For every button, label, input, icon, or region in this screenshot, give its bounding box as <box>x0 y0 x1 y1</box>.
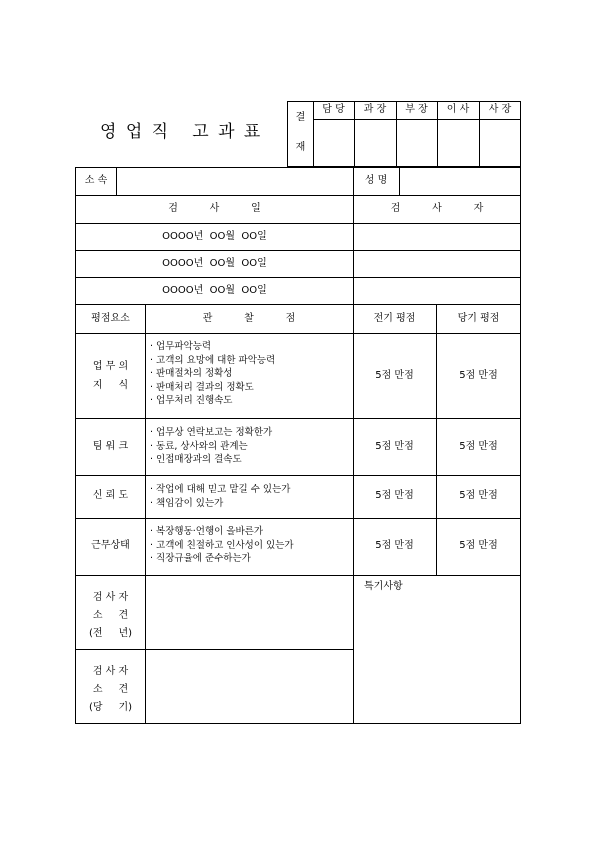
curr-score-cell[interactable]: 5점 만점 <box>459 540 498 551</box>
prev-score-cell[interactable]: 5점 만점 <box>375 490 414 501</box>
prev-opinion-field[interactable] <box>147 577 352 648</box>
eval-header-curr-score: 당기 평점 <box>457 313 500 324</box>
list-item: · 인접매장과의 결속도 <box>150 454 242 465</box>
name-field[interactable] <box>401 169 520 194</box>
eval-points-list <box>150 525 294 566</box>
curr-opinion-field[interactable] <box>147 651 352 723</box>
approval-sign-cell-manager[interactable] <box>355 120 396 166</box>
list-item: · 작업에 대해 믿고 맡길 수 있는가 <box>150 484 291 495</box>
approval-header-president: 사 장 <box>488 104 512 115</box>
curr-opinion-label: 검 사 자 <box>92 666 129 677</box>
prev-score-cell[interactable]: 5점 만점 <box>375 370 414 381</box>
eval-factor: 업 무 의 <box>92 361 129 372</box>
curr-score-cell[interactable]: 5점 만점 <box>459 370 498 381</box>
eval-factor: 근무상태 <box>91 540 130 551</box>
eval-factor: 팀 워 크 <box>92 441 129 452</box>
prev-opinion-label: 검 사 자 <box>92 592 129 603</box>
name-label: 성 명 <box>364 175 388 186</box>
approval-side-label: 재 <box>295 142 306 153</box>
approval-header-executive: 이 사 <box>446 104 470 115</box>
curr-score-cell[interactable]: 5점 만점 <box>459 441 498 452</box>
prev-score-cell[interactable]: 5점 만점 <box>375 540 414 551</box>
page-title: 영 업 직 고 과 표 <box>100 122 263 142</box>
affiliation-label: 소 속 <box>84 175 108 186</box>
eval-factor: 지 식 <box>92 380 129 391</box>
inspection-date-header: 검 사 일 <box>168 203 261 214</box>
approval-sign-cell-director[interactable] <box>397 120 437 166</box>
eval-points-list <box>150 483 290 510</box>
eval-points-list <box>150 426 272 467</box>
inspector-field[interactable] <box>355 279 520 303</box>
list-item: · 책임감이 있는가 <box>150 497 224 509</box>
special-notes-field[interactable] <box>355 596 520 723</box>
list-item: · 판매절차의 정확성 <box>150 368 233 379</box>
special-notes-label: 특기사항 <box>364 581 403 592</box>
eval-factor: 신 뢰 도 <box>92 490 129 501</box>
list-item: · 직장규율에 준수하는가 <box>150 553 251 564</box>
curr-score-cell[interactable]: 5점 만점 <box>459 490 498 501</box>
list-item: · 고객에 친절하고 인사성이 있는가 <box>150 539 294 551</box>
list-item: · 업무파악능력 <box>150 341 212 352</box>
inspection-date: OOOO년 OO월 OO일 <box>162 285 267 296</box>
eval-header-points: 관 찰 점 <box>202 313 296 324</box>
curr-opinion-label: 소 견 <box>92 684 129 695</box>
inspector-header: 검 사 자 <box>390 203 484 214</box>
affiliation-field[interactable] <box>118 169 352 194</box>
eval-points-list <box>150 340 275 408</box>
inspection-date: OOOO년 OO월 OO일 <box>162 231 267 242</box>
list-item: · 고객의 요망에 대한 파악능력 <box>150 354 276 366</box>
list-item: · 업무상 연락보고는 정확한가 <box>150 427 273 438</box>
list-item: · 동료, 상사와의 관계는 <box>150 440 248 452</box>
approval-sign-cell-staff[interactable] <box>314 120 354 166</box>
approval-sign-cell-executive[interactable] <box>438 120 479 166</box>
eval-header-factor: 평점요소 <box>91 313 130 324</box>
curr-opinion-label: (당 기) <box>88 702 133 713</box>
inspector-field[interactable] <box>355 225 520 249</box>
list-item: · 복장행동·언행이 올바른가 <box>150 526 264 537</box>
prev-opinion-label: 소 견 <box>92 610 129 621</box>
eval-header-prev-score: 전기 평점 <box>373 313 416 324</box>
approval-header-staff: 담 당 <box>322 104 345 115</box>
approval-header-manager: 과 장 <box>363 104 387 115</box>
list-item: · 업무처리 진행속도 <box>150 395 233 406</box>
prev-score-cell[interactable]: 5점 만점 <box>375 441 414 452</box>
approval-sign-cell-president[interactable] <box>480 120 520 166</box>
inspection-date: OOOO년 OO월 OO일 <box>162 258 267 269</box>
prev-opinion-label: (전 년) <box>88 628 133 639</box>
approval-header-director: 부 장 <box>405 104 428 115</box>
approval-side-label: 결 <box>295 112 306 123</box>
list-item: · 판매처리 결과의 정확도 <box>150 381 254 393</box>
inspector-field[interactable] <box>355 252 520 276</box>
